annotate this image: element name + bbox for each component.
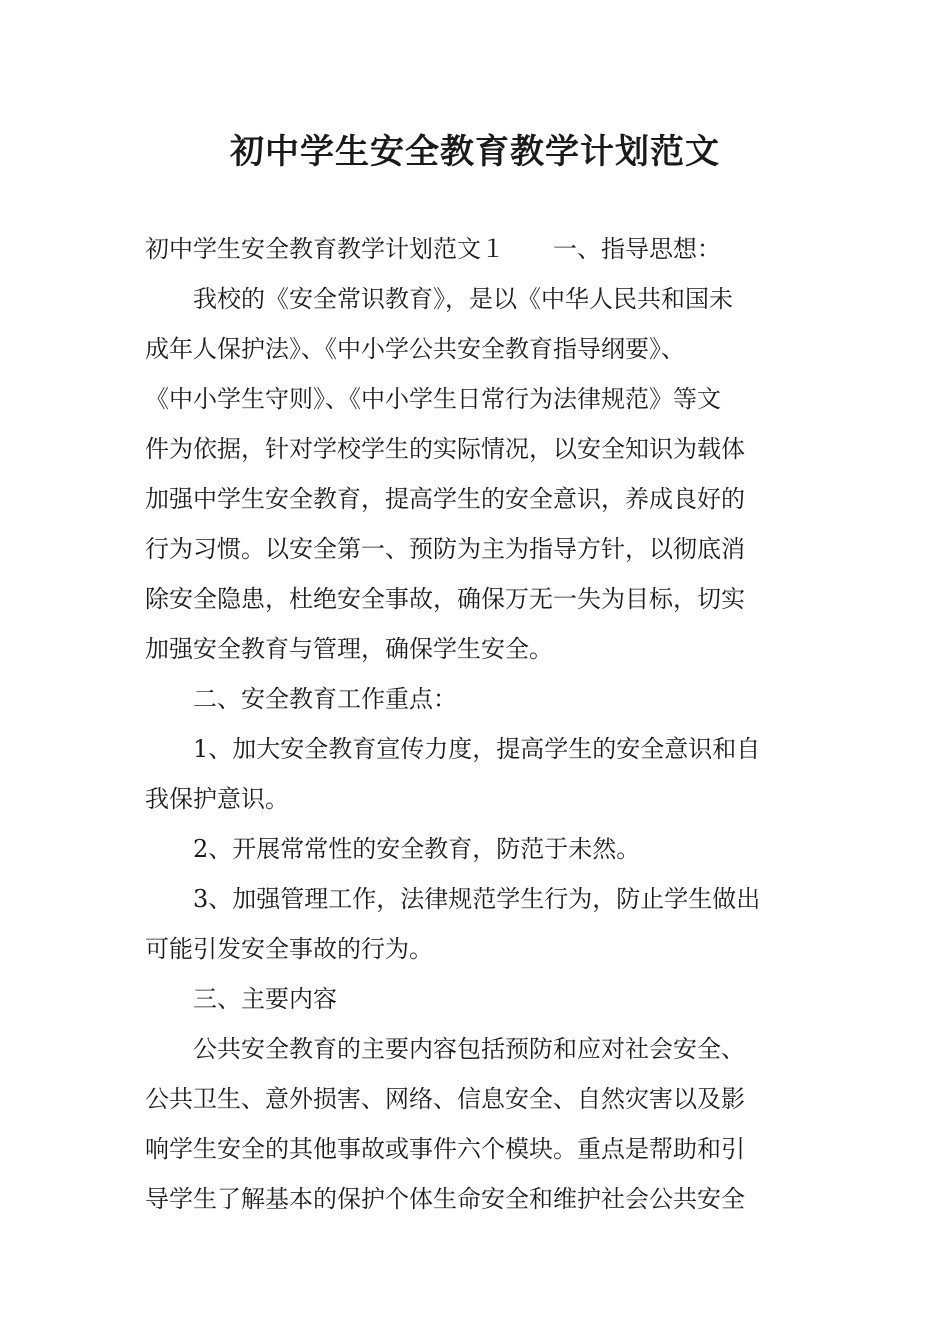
list-item-3: 3、加强管理工作，法律规范学生行为，防止学生做出 xyxy=(193,885,761,913)
paragraph-line: 公共安全教育的主要内容包括预防和应对社会安全、 xyxy=(193,1035,745,1063)
body-line-heading xyxy=(145,231,809,267)
document-title: 初中学生安全教育教学计划范文 xyxy=(230,132,720,172)
list-item-1-cont: 我保护意识。 xyxy=(145,785,289,813)
paragraph-line: 行为习惯。以安全第一、预防为主为指导方针，以彻底消 xyxy=(145,535,745,563)
section-heading-3: 三、主要内容 xyxy=(193,985,337,1013)
paragraph-line: 我校的《安全常识教育》，是以《中华人民共和国未 xyxy=(193,285,733,313)
paragraph-line: 《中小学生守则》、《中小学生日常行为法律规范》等文 xyxy=(145,385,721,413)
paragraph-line: 公共卫生、意外损害、网络、信息安全、自然灾害以及影 xyxy=(145,1085,745,1113)
paragraph-line: 加强中学生安全教育，提高学生的安全意识，养成良好的 xyxy=(145,485,745,513)
section-heading-1: 一、指导思想： xyxy=(553,235,721,263)
paragraph-line: 除安全隐患，杜绝安全事故，确保万无一失为目标，切实 xyxy=(145,585,745,613)
list-item-3-cont: 可能引发安全事故的行为。 xyxy=(145,935,433,963)
list-item-2: 2、开展常常性的安全教育，防范于未然。 xyxy=(193,835,641,863)
paragraph-line: 加强安全教育与管理，确保学生安全。 xyxy=(145,635,553,663)
heading-text: 初中学生安全教育教学计划范文１ xyxy=(145,235,505,263)
list-item-1: 1、加大安全教育宣传力度，提高学生的安全意识和自 xyxy=(193,735,761,763)
paragraph-line: 成年人保护法》、《中小学公共安全教育指导纲要》、 xyxy=(145,335,685,363)
paragraph-line: 响学生安全的其他事故或事件六个模块。重点是帮助和引 xyxy=(145,1135,745,1163)
paragraph-line: 件为依据，针对学校学生的实际情况，以安全知识为载体 xyxy=(145,435,745,463)
paragraph-line: 导学生了解基本的保护个体生命安全和维护社会公共安全 xyxy=(145,1185,745,1213)
section-heading-2: 二、安全教育工作重点： xyxy=(193,685,457,713)
